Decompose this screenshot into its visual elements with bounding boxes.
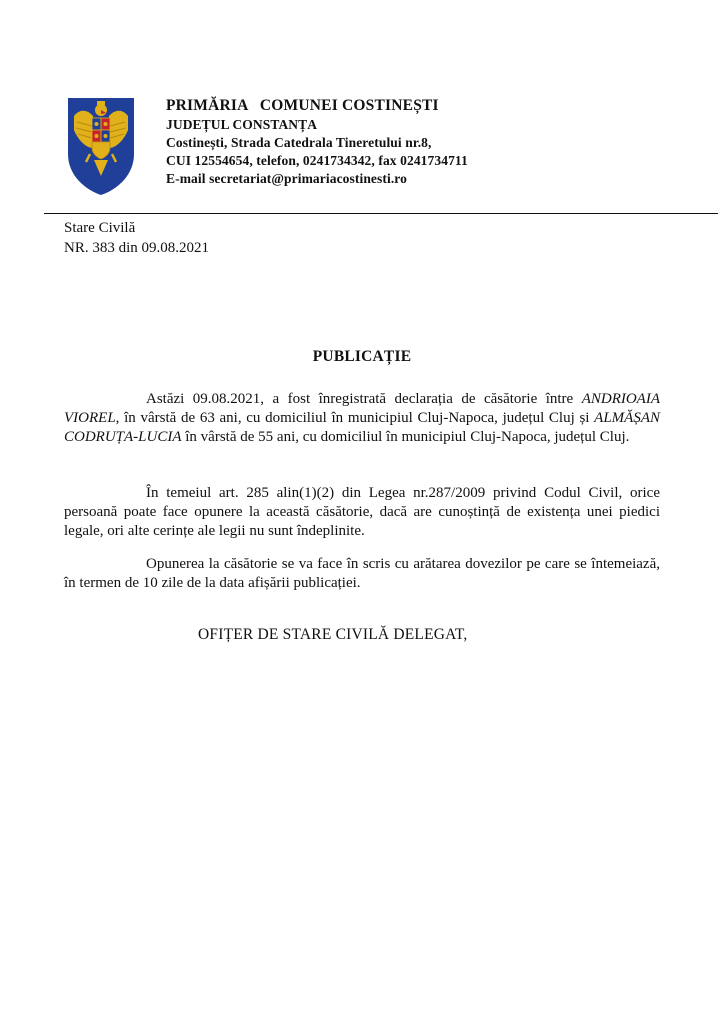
document-heading: PUBLICAȚIE <box>312 348 412 365</box>
opposition-text: Opunerea la căsătorie se va face în scris cu arătarea dovezilor pe care se întemeiază, în termen de 10 zile de la data afișării publicației. <box>64 556 660 591</box>
paragraph-legal-basis <box>64 484 660 541</box>
header-divider <box>44 213 718 214</box>
spouse-name-1: ANDRIOAIA VIOREL <box>64 391 660 426</box>
spouse-name-2: ALMĂȘAN CODRUȚA-LUCIA <box>64 410 660 445</box>
paragraph-declaration <box>64 390 660 447</box>
reference-department: Stare Civilă <box>64 220 136 236</box>
institution-title: PRIMĂRIA COMUNEI COSTINEȘTI <box>166 97 439 114</box>
declaration-mid: , în vârstă de 63 ani, cu domiciliul în municipiul Cluj-Napoca, județul Cluj și <box>115 410 595 426</box>
signature-line: OFIȚER DE STARE CIVILĂ DELEGAT, <box>198 626 468 643</box>
declaration-intro: Astăzi 09.08.2021, a fost înregistrată declarația de căsătorie între <box>146 391 582 407</box>
institution-contact: CUI 12554654, telefon, 0241734342, fax 0241734711 <box>166 153 468 168</box>
institution-address: Costinești, Strada Catedrala Tineretului nr.8, <box>166 135 432 150</box>
romania-coat-of-arms-icon <box>66 96 136 196</box>
declaration-end: în vârstă de 55 ani, cu domiciliul în municipiul Cluj-Napoca, județul Cluj. <box>181 429 630 445</box>
reference-number: NR. 383 din 09.08.2021 <box>64 240 210 256</box>
reference-block <box>64 218 209 258</box>
paragraph-opposition <box>64 555 660 593</box>
institution-email: E-mail secretariat@primariacostinesti.ro <box>166 171 407 186</box>
institution-county: JUDEȚUL CONSTANȚA <box>166 117 318 132</box>
legal-basis-text: În temeiul art. 285 alin(1)(2) din Legea nr.287/2009 privind Codul Civil, orice persoană poate face opunere la această căsătorie, dacă are cunoștință de existența unei piedici legale, ori alte cerințe ale legii nu sunt îndeplinite. <box>64 485 660 539</box>
institution-header <box>166 96 468 188</box>
